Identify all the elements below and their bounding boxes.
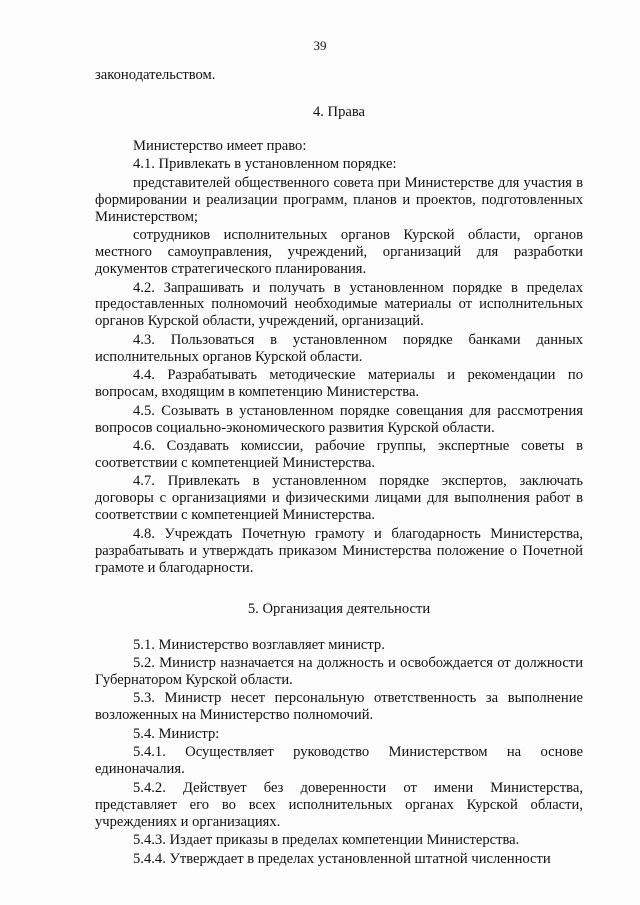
paragraph: 5.1. Министерство возглавляет министр. [133, 636, 385, 653]
continuation-text: законодательством. [95, 67, 216, 83]
paragraph: 5.4.4. Утверждает в пределах установленной штатной численности [133, 850, 551, 867]
paragraph: 4.5. Созывать в установленном порядке совещания для рассмотрения вопросов социально-экономического развития Курской области. [95, 402, 583, 436]
paragraph: 4.6. Создавать комиссии, рабочие группы, экспертные советы в соответствии с компетенцией Министерства. [95, 438, 583, 471]
page-number: 39 [313, 38, 327, 53]
paragraph: 4.7. Привлекать в установленном порядке экспертов, заключать договоры с организациями и физическими лицами для выполнения работ в соответствии с компетенцией Министерства. [95, 473, 583, 524]
paragraph: Министерство имеет право: [133, 137, 307, 154]
section-4-heading: 4. Права [312, 103, 366, 120]
paragraph: 4.4. Разрабатывать методические материалы и рекомендации по вопросам, входящим в компетенцию Министерства. [95, 367, 583, 401]
paragraph: 5.3. Министр несет персональную ответственность за выполнение возложенных на Министерство полномочий. [95, 690, 583, 724]
paragraph: 5.4.2. Действует без доверенности от имени Министерства, представляет его во всех исполнительных органах Курской области, учреждениях и организациях. [95, 779, 583, 830]
paragraph: 4.8. Учреждать Почетную грамоту и благодарность Министерства, разрабатывать и утверждать приказом Министерства положение о Почетной грамоте и благодарности. [95, 525, 583, 576]
section-5-heading: 5. Организация деятельности [247, 600, 431, 617]
paragraph: 4.1. Привлекать в установленном порядке: [133, 156, 397, 173]
paragraph: представителей общественного совета при Министерстве для участия в формировании и реализации программ, планов и проектов, подготовленных Министерством; [95, 174, 583, 225]
paragraph: 5.4. Министр: [133, 725, 220, 742]
document-body [95, 67, 583, 867]
paragraph: сотрудников исполнительных органов Курской области, органов местного самоуправления, учреждений, организаций для разработки документов стратегического планирования. [95, 227, 583, 278]
paragraph: 4.2. Запрашивать и получать в установленном порядке в пределах предоставленных полномочий необходимые материалы от исполнительных органов Курской области, учреждений, организаций. [95, 279, 583, 330]
paragraph: 5.2. Министр назначается на должность и освобождается от должности Губернатором Курской области. [95, 655, 583, 688]
paragraph: 5.4.3. Издает приказы в пределах компетенции Министерства. [133, 832, 520, 849]
paragraph: 5.4.1. Осуществляет руководство Министерством на основе единоначалия. [95, 744, 583, 778]
paragraph: 4.3. Пользоваться в установленном порядке банками данных исполнительных органов Курской области. [95, 331, 583, 365]
